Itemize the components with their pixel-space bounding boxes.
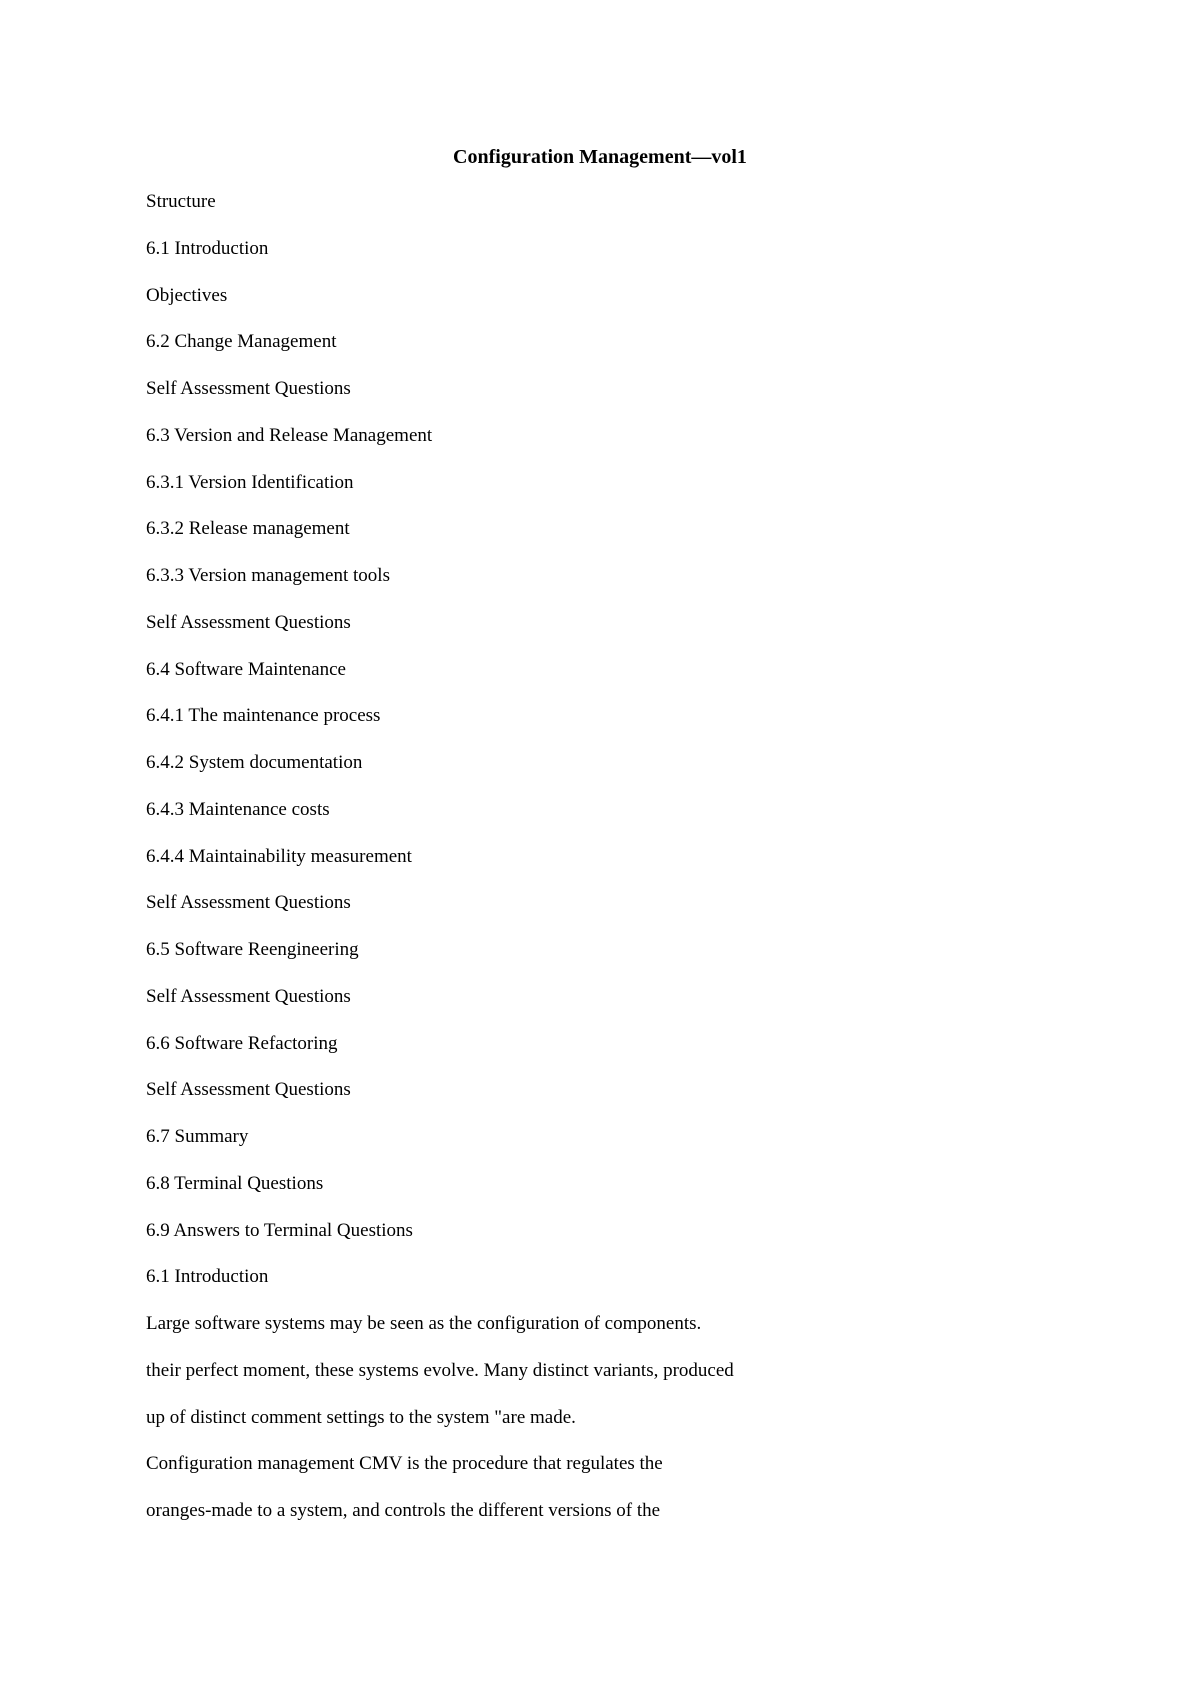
toc-entry-introduction: 6.1 Introduction [146, 237, 269, 259]
toc-entry-self-assessment: Self Assessment Questions [146, 378, 351, 399]
toc-entry-self-assessment: Self Assessment Questions [146, 892, 351, 914]
body-text-line: up of distinct comment settings to the system "are made. [146, 1406, 576, 1428]
body-text-line: Configuration management CMV is the procedure that regulates the [146, 1453, 663, 1475]
toc-entry-release-management: 6.3.2 Release management [146, 518, 350, 540]
body-text-line: Large software systems may be seen as the configuration of components. [146, 1313, 702, 1334]
toc-entry-maintenance-process: 6.4.1 The maintenance process [146, 705, 381, 727]
toc-entry-self-assessment: Self Assessment Questions [146, 1079, 351, 1101]
toc-entry-maintainability: 6.4.4 Maintainability measurement [146, 845, 412, 867]
toc-entry-maintenance-costs: 6.4.3 Maintenance costs [146, 798, 330, 820]
toc-entry-summary: 6.7 Summary [146, 1126, 249, 1147]
toc-entry-objectives: Objectives [146, 284, 228, 306]
toc-entry-software-maintenance: 6.4 Software Maintenance [146, 658, 346, 680]
toc-entry-answers: 6.9 Answers to Terminal Questions [146, 1219, 413, 1241]
document-body [146, 190, 1106, 1546]
section-heading-introduction: 6.1 Introduction [146, 1266, 269, 1288]
toc-entry-self-assessment: Self Assessment Questions [146, 611, 351, 633]
toc-entry-version-release: 6.3 Version and Release Management [146, 424, 433, 446]
body-text-line: oranges-made to a system, and controls the different versions of the [146, 1500, 661, 1521]
document-title: Configuration Management—vol1 [453, 146, 747, 168]
body-text-line: their perfect moment, these systems evolve. Many distinct variants, produced [146, 1359, 734, 1381]
toc-entry-version-tools: 6.3.3 Version management tools [146, 565, 390, 586]
toc-entry-reengineering: 6.5 Software Reengineering [146, 939, 359, 960]
text-line-structure: Structure [146, 191, 216, 212]
toc-entry-change-management: 6.2 Change Management [146, 331, 337, 353]
toc-entry-terminal-questions: 6.8 Terminal Questions [146, 1172, 324, 1194]
toc-entry-self-assessment: Self Assessment Questions [146, 985, 351, 1007]
toc-entry-refactoring: 6.6 Software Refactoring [146, 1032, 338, 1054]
toc-entry-system-documentation: 6.4.2 System documentation [146, 752, 363, 773]
toc-entry-version-identification: 6.3.1 Version Identification [146, 471, 354, 493]
